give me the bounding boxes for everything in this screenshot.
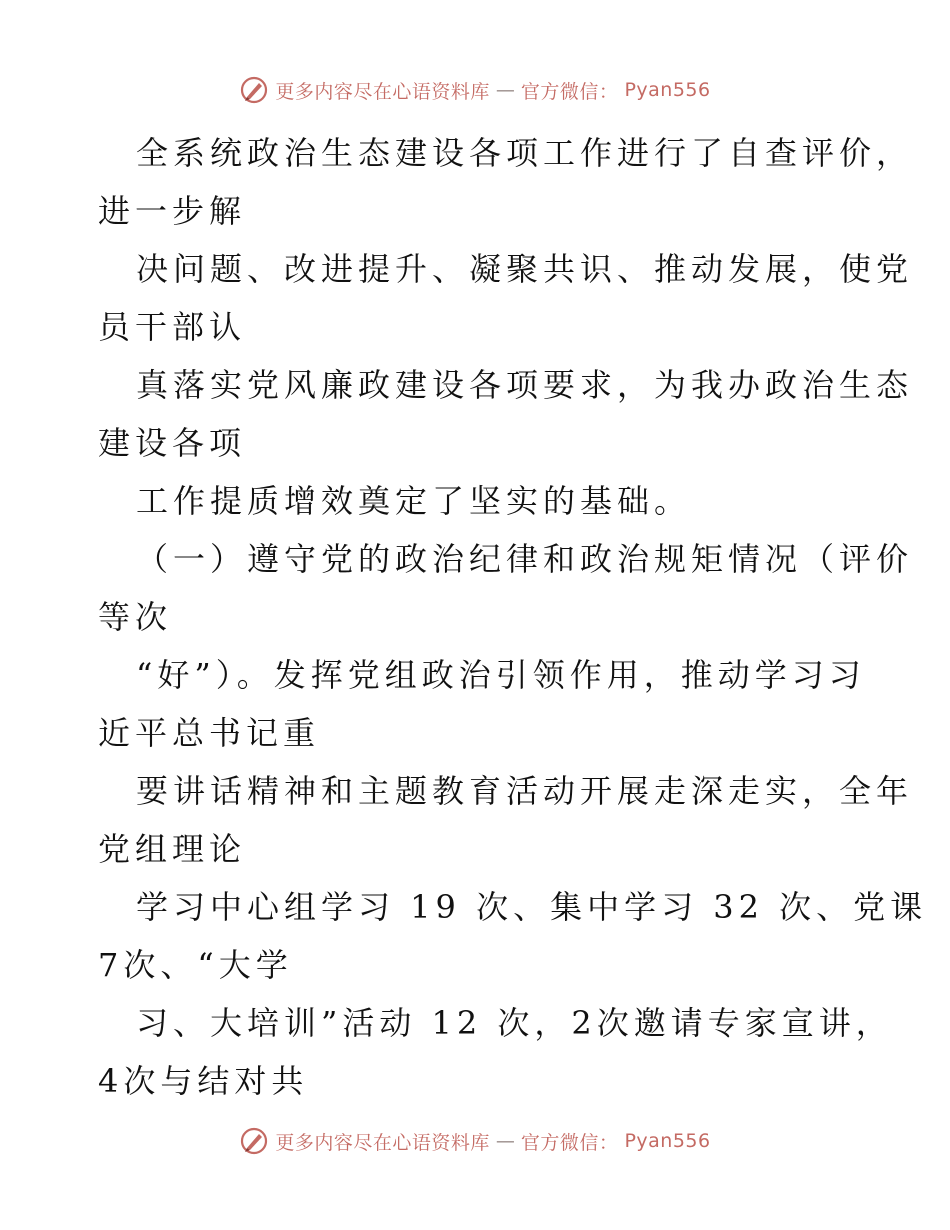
- text-line: 全系统政治生态建设各项工作进行了自查评价，: [136, 134, 914, 172]
- text-line: 4次与结对共: [98, 1062, 309, 1100]
- text-line: 建设各项: [98, 424, 247, 462]
- text-line: 7次、“大学: [98, 946, 293, 984]
- text-line: 党组理论: [98, 830, 247, 868]
- text-line: 进一步解: [98, 192, 247, 230]
- text-line: 员干部认: [98, 308, 247, 346]
- watermark-dash: —: [495, 79, 515, 101]
- pen-logo-icon: [239, 75, 269, 105]
- document-body: [98, 124, 928, 1110]
- watermark-label: 官方微信：: [520, 1131, 619, 1154]
- text-line: 学习中心组学习 19 次、集中学习 32 次、党课: [136, 888, 928, 926]
- watermark-id: Pyan556: [624, 1130, 711, 1152]
- text-line: 等次: [98, 598, 173, 636]
- watermark-id: Pyan556: [624, 79, 711, 101]
- text-line: 决问题、改进提升、凝聚共识、推动发展，使党: [136, 250, 914, 288]
- text-line: 工作提质增效奠定了坚实的基础。: [136, 482, 692, 520]
- pen-logo-icon: [239, 1126, 269, 1156]
- watermark-text: 更多内容尽在心语资料库: [275, 80, 490, 103]
- footer-watermark: [0, 1121, 950, 1161]
- text-line: 近平总书记重: [98, 714, 321, 752]
- text-line: 要讲话精神和主题教育活动开展走深走实，全年: [136, 772, 914, 810]
- watermark-text: 更多内容尽在心语资料库: [275, 1131, 490, 1154]
- text-line: （一）遵守党的政治纪律和政治规矩情况（评价: [136, 540, 914, 578]
- header-watermark: [0, 70, 950, 110]
- text-line: 真落实党风廉政建设各项要求，为我办政治生态: [136, 366, 914, 404]
- text-line: 习、大培训”活动 12 次，2次邀请专家宣讲，: [136, 1004, 893, 1042]
- watermark-label: 官方微信：: [520, 80, 619, 103]
- watermark-dash: —: [495, 1130, 515, 1152]
- text-line: “好”）。发挥党组政治引领作用，推动学习习: [136, 656, 866, 694]
